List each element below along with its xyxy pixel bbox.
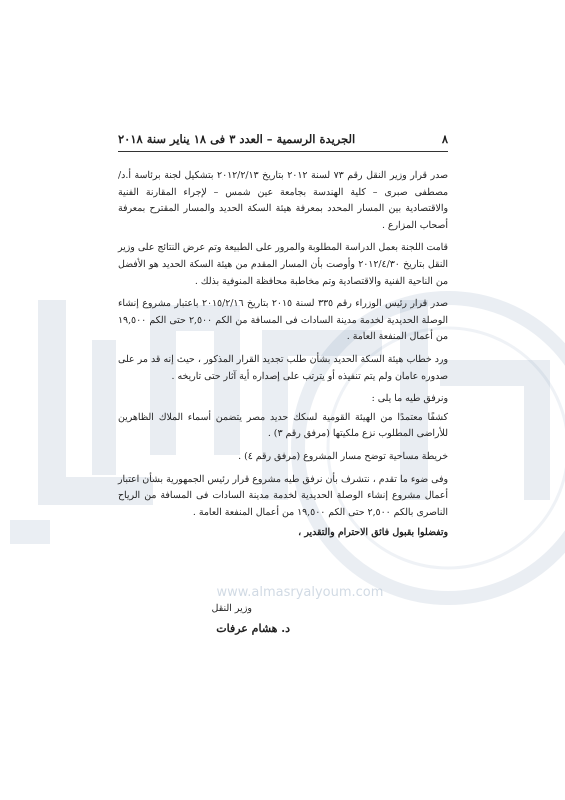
paragraph: صدر قرار رئيس الوزراء رقم ٣٣٥ لسنة ٢٠١٥ بتاريخ ٢٠١٥/٢/١٦ باعتبار مشروع إنشاء الوصلة الحديدية لخدمة مدينة السادات فى المسافة من الكم ٢,٥٠٠ حتى الكم ١٩,٥٠٠ من أعمال المنفعة العامة . bbox=[118, 298, 449, 343]
publication-title: الجريدة الرسمية – العدد ٣ فى ١٨ يناير سنة ٢٠١٨ bbox=[118, 132, 356, 146]
svg-text:www.almasryalyoum.com: www.almasryalyoum.com bbox=[216, 585, 384, 600]
signature-block bbox=[118, 603, 448, 635]
header-divider bbox=[118, 151, 448, 152]
attachments-intro: ونرفق طيه ما يلى : bbox=[371, 393, 448, 405]
page-number: ٨ bbox=[441, 132, 448, 146]
attachment-item: خريطة مساحية توضح مسار المشروع (مرفق رقم ٤) . bbox=[238, 450, 448, 462]
attachment-item: كشفًا معتمدًا من الهيئة القومية لسكك حديد مصر يتضمن أسماء الملاك الظاهرين للأراضى المطلوب نزع ملكيتها (مرفق رقم ٣) . bbox=[118, 411, 448, 440]
paragraph: وفى ضوء ما تقدم ، نتشرف بأن نرفق طيه مشروع قرار رئيس الجمهورية بشأن اعتبار أعمال مشروع إنشاء الوصلة الحديدية لخدمة مدينة السادات فى المسافة من الرياح الناصرى بالكم ٢,٥٠٠ حتى الكم ١٩,٥٠٠ من أعمال المنفعة العامة . bbox=[118, 473, 448, 518]
signatory-name: د. هشام عرفات bbox=[216, 622, 290, 635]
closing-salutation: وتفضلوا بقبول فائق الاحترام والتقدير ، bbox=[298, 527, 448, 539]
paragraph: قامت اللجنة بعمل الدراسة المطلوبة والمرور على الطبيعة وتم عرض النتائج على وزير النقل بتاريخ ٢٠١٢/٤/٣٠ وأوصت بأن المسار المقدم من هيئة السكة الحديد هو الأفضل من الناحية الفنية والاقتصادية وتم مخاطبة محافظة المنوفية بذلك . bbox=[118, 242, 448, 287]
document-body bbox=[118, 168, 448, 548]
paragraph: صدر قرار وزير النقل رقم ٧٣ لسنة ٢٠١٢ بتاريخ ٢٠١٢/٢/١٣ بتشكيل لجنة برئاسة أ.د/ مصطفى صبرى – كلية الهندسة بجامعة عين شمس – لإجراء المقارنة الفنية والاقتصادية بين المسار المحدد بمعرفة هيئة السكة الحديد والمسار المقترح بمعرفة أصحاب المزارع . bbox=[118, 170, 449, 231]
signatory-title: وزير النقل bbox=[211, 603, 252, 614]
page-header bbox=[118, 132, 448, 146]
paragraph: ورد خطاب هيئة السكة الحديد بشأن طلب تجديد القرار المذكور ، حيث إنه قد مر على صدوره عامان ولم يتم تنفيذه أو يترتب على إصداره أية آثار حتى تاريخه . bbox=[118, 353, 448, 382]
